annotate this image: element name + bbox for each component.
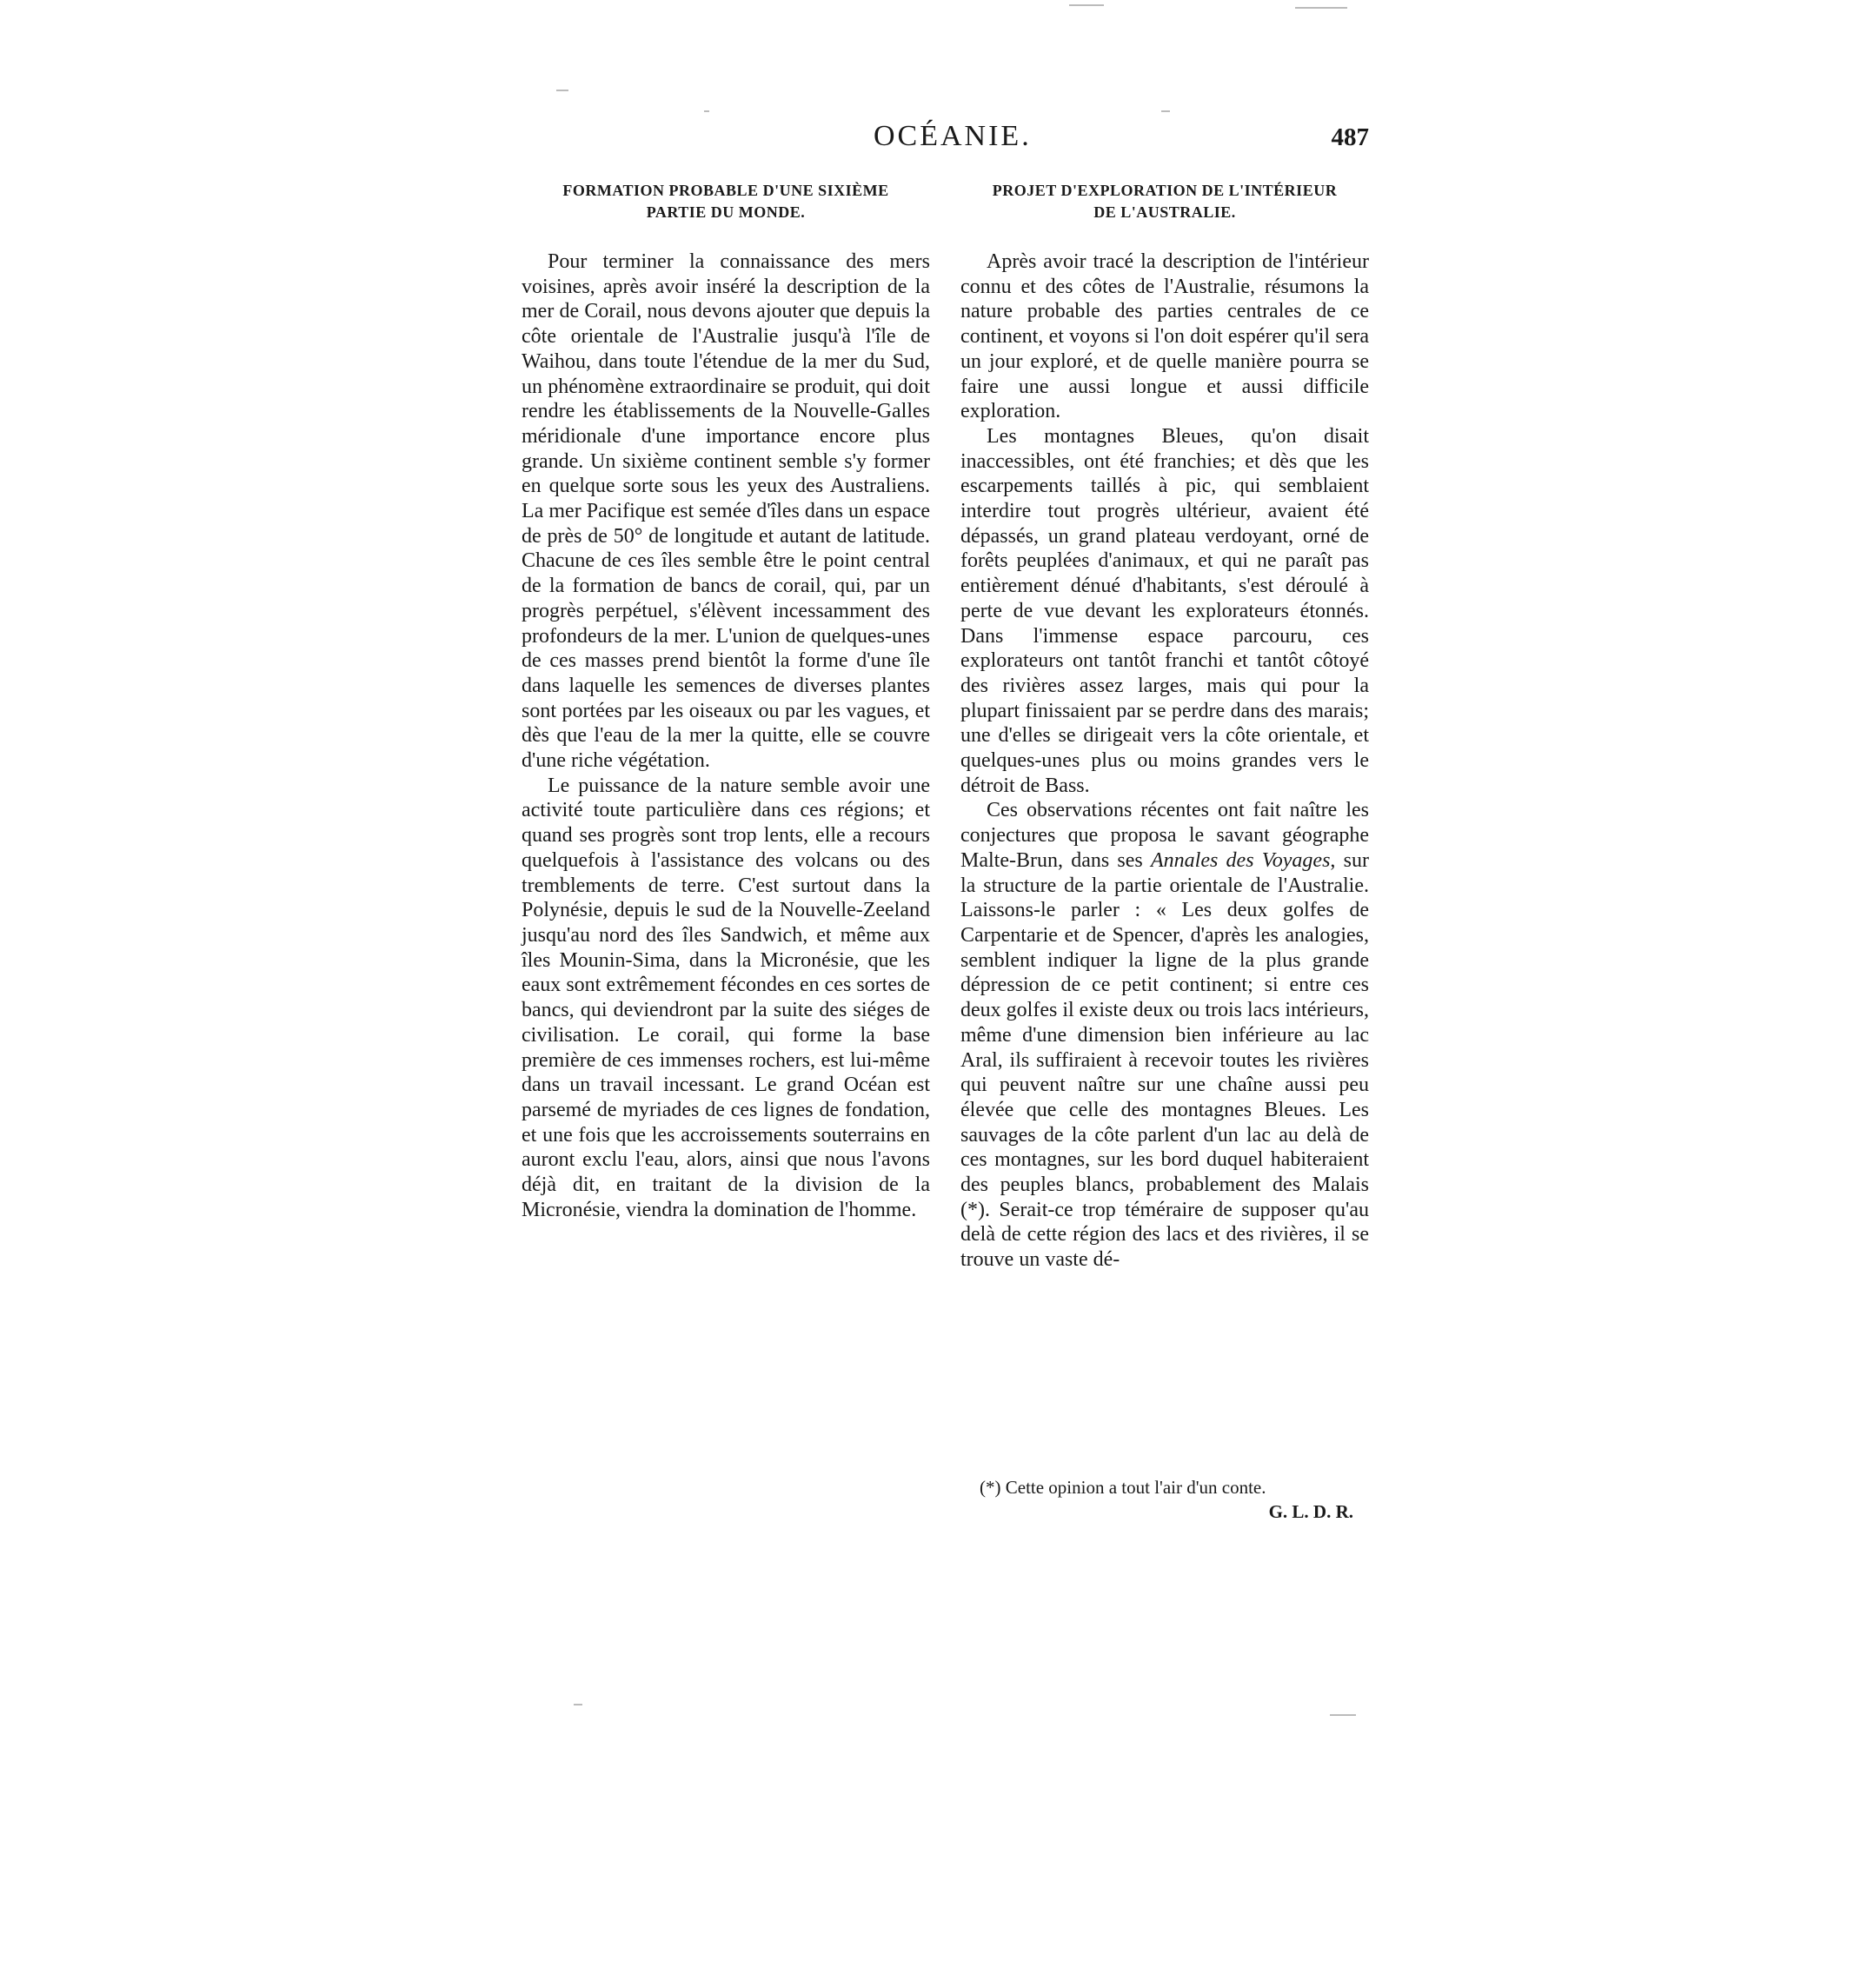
paragraph: Le puissance de la nature semble avoir une activité toute particulière dans ces régions; et quand ses progrès sont trop lents, elle a recours quelquefois à l'assistance des volcans ou des tremblements de terre. C'est surtout dans la Polynésie, depuis le sud de la Nouvelle-Zeeland jusqu'au nord des îles Sandwich, et même aux îles Mounin-Sima, dans la Micronésie, que les eaux sont extrêmement fécondes en ces sortes de bancs, qui deviendront par la suite des siéges de civilisation. Le corail, qui forme la base première de ces immenses rochers, est lui-même dans un travail incessant. Le grand Océan est parsemé de myriades de ces lignes de fondation, et une fois que les accroissements souterrains en auront exclu l'eau, alors, ainsi que nous l'avons déjà dit, en traitant de la division de la Micronésie, viendra la domination de l'homme. xyxy=(522,774,930,1221)
body-text-right xyxy=(960,249,1369,1273)
section-heading-left xyxy=(522,180,930,249)
scan-speck xyxy=(704,110,709,112)
heading-line: PARTIE DU MONDE. xyxy=(646,203,806,221)
right-column xyxy=(960,180,1369,1273)
paragraph: Pour terminer la connaissance des mers voisines, après avoir inséré la description de la mer de Corail, nous devons ajouter que depuis la côte orientale de l'Australie jusqu'à l'île de Waihou, dans toute l'étendue de la mer du Sud, un phénomène extraordinaire se produit, qui doit rendre les établissements de la Nouvelle-Galles méridionale d'une importance encore plus grande. Un sixième continent semble s'y former en quelque sorte sous les yeux des Australiens. La mer Pacifique est semée d'îles dans un espace de près de 50° de longitude et autant de latitude. Chacune de ces îles semble être le point central de la formation de bancs de corail, qui, par un progrès perpétuel, s'élèvent incessamment des profondeurs de la mer. L'union de quelques-unes de ces masses prend bientôt la forme d'une île dans laquelle les semences de diverses plantes sont portées par les oiseaux ou par les vagues, et dès que l'eau de la mer la quitte, elle se couvre d'une riche végétation. xyxy=(522,250,930,773)
paragraph: Les montagnes Bleues, qu'on disait inaccessibles, ont été franchies; et dès que les escarpements taillés à pic, qui semblaient interdire tout progrès ultérieur, avaient été dépassés, un grand plateau verdoyant, orné de forêts peuplées d'animaux, et qui ne paraît pas entièrement dénué d'habitants, s'est déroulé à perte de vue devant les explorateurs étonnés. Dans l'immense espace parcouru, ces explorateurs ont tantôt franchi et tantôt côtoyé des rivières assez larges, mais qui pour la plupart finissaient par se perdre dans des marais; une d'elles se dirigeait vers la côte orientale, et quelques-unes plus ou moins grandes vers le détroit de Bass. xyxy=(960,424,1369,797)
paragraph xyxy=(960,798,1369,1272)
scan-speck xyxy=(1295,7,1347,9)
footnote-text: (*) Cette opinion a tout l'air d'un conte. xyxy=(980,1477,1266,1498)
scan-speck xyxy=(1161,110,1170,112)
left-column xyxy=(522,180,930,1222)
paragraph-text: Ces observations récentes ont fait naître les conjectures que proposa le savant géographe Malte-Brun, dans ses xyxy=(960,799,1369,872)
scan-speck xyxy=(574,1704,582,1705)
body-text-left xyxy=(522,249,930,1222)
footnote-signature: G. L. D. R. xyxy=(1268,1501,1353,1522)
journal-title: Annales des Voyages xyxy=(1151,848,1331,872)
page-header xyxy=(517,120,1386,163)
heading-line: PROJET D'EXPLORATION DE L'INTÉRIEUR xyxy=(992,182,1338,199)
scan-speck xyxy=(556,90,568,91)
paragraph: Après avoir tracé la description de l'intérieur connu et des côtes de l'Australie, résumons la nature probable des parties centrales de ce continent, et voyons si l'on doit espérer qu'il sera un jour exploré, et de quelle manière pourra se faire une aussi longue et aussi difficile exploration. xyxy=(960,250,1369,423)
section-heading-right xyxy=(960,180,1369,249)
page-number: 487 xyxy=(1331,123,1369,151)
footnote xyxy=(980,1475,1371,1524)
scan-speck xyxy=(1069,4,1104,6)
paragraph-text: , sur la structure de la partie orientale de l'Australie. Laissons-le parler : « Les deux golfes de Carpentarie et de Spencer, d'après les analogies, semblent indiquer la ligne de la plus grande dépression de ce petit continent; si entre ces deux golfes il existe deux ou trois lacs intérieurs, même d'une dimension bien inférieure au lac Aral, ils suffiraient à recevoir toutes les rivières qui peuvent naître sur une chaîne aussi peu élevée que celle des montagnes Bleues. Les sauvages de la côte parlent d'un lac au delà de ces montagnes, sur les bord duquel habiteraient des peuples blancs, probablement des Malais (*). Serait-ce trop téméraire de supposer qu'au delà de cette région des lacs et des rivières, il se trouve un vaste dé- xyxy=(960,848,1369,1272)
heading-line: FORMATION PROBABLE D'UNE SIXIÈME xyxy=(562,182,889,199)
heading-line: DE L'AUSTRALIE. xyxy=(1093,203,1236,221)
scan-speck xyxy=(1330,1714,1356,1716)
running-title: OCÉANIE. xyxy=(874,120,1032,152)
